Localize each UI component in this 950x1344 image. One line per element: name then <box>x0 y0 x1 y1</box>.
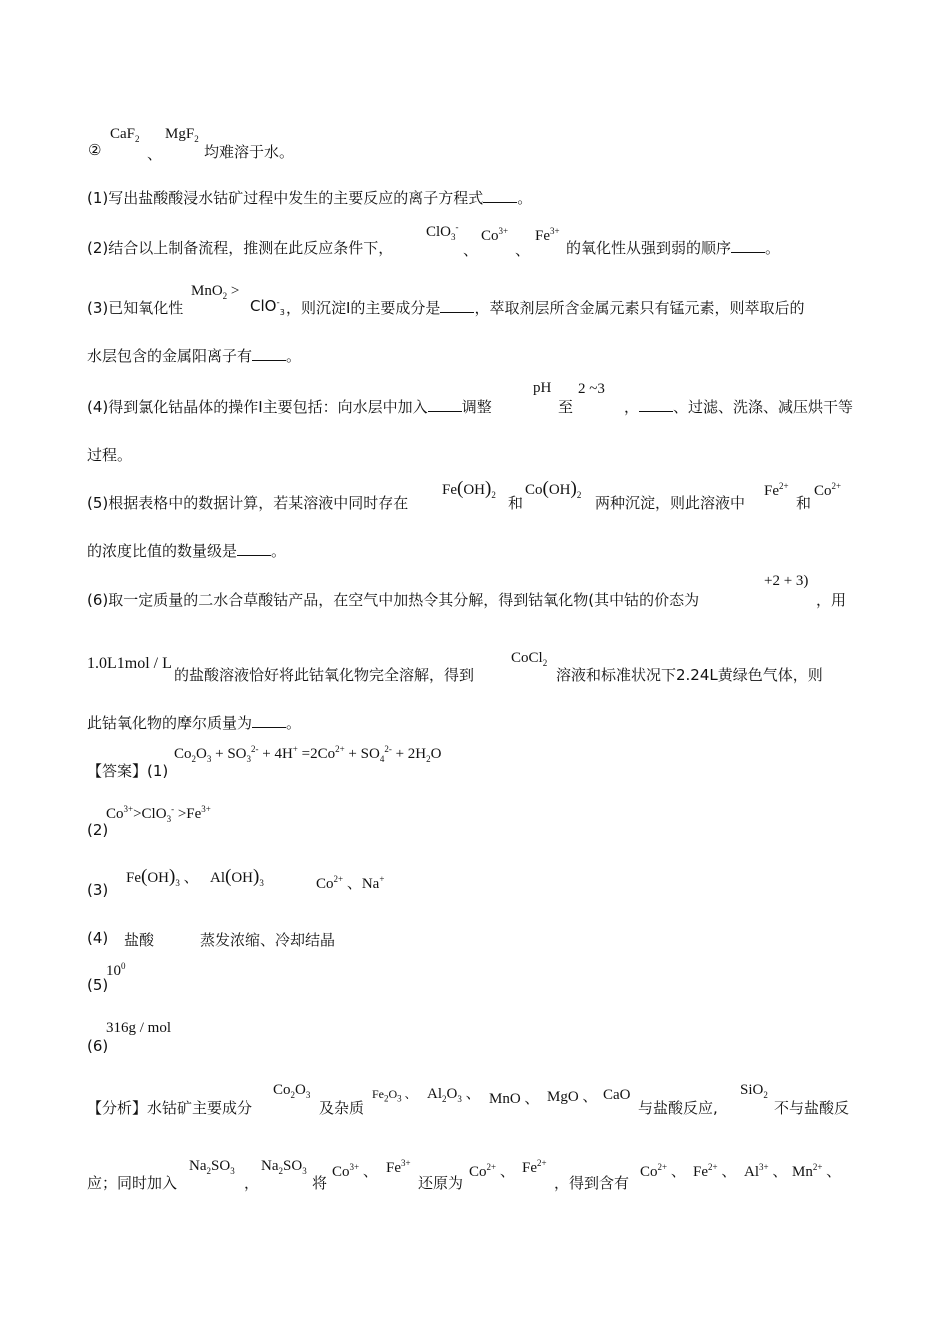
formula-fe2: $Fe^{2+}$ <box>764 481 789 499</box>
q6-l2a: 的盐酸溶液恰好将此钴氧化物完全溶解，得到 <box>174 666 475 684</box>
q1-text: (1)写出盐酸酸浸水钴矿过程中发生的主要反应的离子方程式 <box>87 189 484 207</box>
analysis-p3: 不与盐酸反 <box>774 1099 850 1117</box>
q4-mid3 <box>624 396 853 417</box>
q3-pre: (3)已知氧化性 <box>87 299 184 317</box>
note-number: ② <box>88 141 102 159</box>
separator: 、 <box>463 241 479 259</box>
formula-fe2-c: $Fe^{2+}$ 、 <box>693 1162 737 1180</box>
formula-conc: 1.0L1mol / L <box>87 655 172 672</box>
note-text: 均难溶于水。 <box>204 143 295 161</box>
formula-al3: $Al^{3+}$ 、 <box>744 1162 788 1180</box>
formula-range: 2 ~3 <box>578 381 605 397</box>
analysis-l2c: 将 <box>312 1174 328 1192</box>
q3-mid2-text: ，萃取剂层所含金属元素只有锰元素，则萃取后的 <box>474 299 805 317</box>
q3-mid <box>286 297 804 318</box>
answer-5-label: (5) <box>87 976 109 994</box>
q3-line2 <box>87 346 860 366</box>
formula-clo3: ClO$_3$- <box>426 222 459 242</box>
formula-mno2: MnO$_2$ > <box>191 283 240 301</box>
q2-pre: (2)结合以上制备流程，推测在此反应条件下， <box>87 239 394 257</box>
q5-pre: (5)根据表格中的数据计算，若某溶液中同时存在 <box>87 494 409 512</box>
formula-co2o3: $Co_2O_3$ <box>273 1082 311 1100</box>
q4-mid4-text: 、过滤、洗涤、减压烘干等 <box>673 398 854 416</box>
formula-sio2: SiO$_2$ <box>740 1082 768 1100</box>
formula-fe3: $Fe^{3+}$ <box>535 226 560 244</box>
q2-post-text: 的氧化性从强到弱的顺序 <box>566 239 732 257</box>
answer-5-exponent: 0 <box>121 961 126 971</box>
analysis-l2e: ，得到含有 <box>554 1174 630 1192</box>
q6-post: ，用 <box>816 591 847 609</box>
q4-pre <box>87 396 492 417</box>
q5-and: 和 <box>508 494 524 512</box>
answer-1-equation: $Co_2O_3 + SO_3^{2-} + 4H^+ =2Co^{2+} + SO_4^{2-} + 2H_2O$ <box>174 744 442 764</box>
answer-3-label: (3) <box>87 881 109 899</box>
separator: 、 <box>515 241 531 259</box>
formula-cocl2: CoCl$_2$ <box>511 650 548 668</box>
answer-5-value <box>106 963 126 980</box>
answer-blank <box>440 300 474 313</box>
formula-co2: $Co^{2+}$ <box>814 481 842 499</box>
answer-4-value-2: 蒸发浓缩、冷却结晶 <box>200 931 336 949</box>
answer-blank <box>483 190 517 203</box>
formula-na2so3-b: $Na_2SO_3$ <box>261 1158 307 1176</box>
answer-blank <box>428 399 462 412</box>
analysis-l2b: ， <box>244 1174 260 1192</box>
q1-end: 。 <box>517 189 533 207</box>
formula-fe2o3: $Fe_2O_3$ 、 <box>372 1087 417 1104</box>
q2-end: 。 <box>765 239 781 257</box>
analysis-p1: 及杂质 <box>319 1099 365 1117</box>
formula-clo3-b: ClO-$_3$ <box>250 297 285 317</box>
answer-3-ions: $Co^{2+}$ 、Na+ <box>316 874 385 892</box>
answer-2-label: (2) <box>87 821 109 839</box>
formula-fe2-b: $Fe^{2+}$ <box>522 1158 547 1176</box>
q4-mid-text: 调整 <box>461 398 492 416</box>
separator: 、 <box>147 145 163 163</box>
q6-end: 。 <box>286 714 302 732</box>
formula-co2-b: $Co^{2+}$ 、 <box>469 1162 515 1180</box>
answer-5-base: 10 <box>106 963 121 979</box>
formula-cooh2: $Co(OH)_2$ <box>525 478 582 500</box>
q3-end: 。 <box>286 347 302 365</box>
q2-post <box>566 237 780 258</box>
q4-comma: ， <box>624 398 640 416</box>
formula-mgo: MgO 、 <box>547 1089 598 1105</box>
answer-blank <box>237 543 271 556</box>
formula-caf2: CaF$_2$ <box>110 126 140 144</box>
answer-blank <box>639 399 673 412</box>
answer-blank <box>252 715 286 728</box>
q4-pre-text: (4)得到氯化钴晶体的操作Ⅰ主要包括：向水层中加入 <box>87 398 428 416</box>
formula-feoh2: $Fe(OH)_2$ <box>442 478 496 500</box>
q4-mid2: 至 <box>558 398 574 416</box>
formula-fe3-b: $Fe^{3+}$ <box>386 1158 411 1176</box>
q3-mid-text: ，则沉淀Ⅰ的主要成分是 <box>286 299 441 317</box>
answer-4-label: (4) <box>87 929 109 947</box>
analysis-l2d: 还原为 <box>418 1174 464 1192</box>
answer-4-value-1: 盐酸 <box>124 931 155 949</box>
formula-co3: $Co^{3+}$ <box>481 226 509 244</box>
q6-pre: (6)取一定质量的二水合草酸钴产品，在空气中加热令其分解，得到钴氧化物(其中钴的价态为 <box>87 591 700 609</box>
q5-and-2: 和 <box>796 494 812 512</box>
answer-6-value: 316g / mol <box>106 1020 172 1036</box>
q5-end: 。 <box>271 542 287 560</box>
q4-line2: 过程。 <box>87 446 133 464</box>
q5-mid: 两种沉淀，则此溶液中 <box>595 494 746 512</box>
formula-mn2: $Mn^{2+}$ 、 <box>792 1162 842 1180</box>
formula-mno: MnO 、 <box>489 1091 540 1107</box>
q6-line3 <box>87 713 860 733</box>
analysis-p2: 与盐酸反应, <box>638 1099 718 1117</box>
answer-3-aloh3: $Al(OH)_3$ <box>210 866 264 888</box>
formula-co2-c: $Co^{2+}$ 、 <box>640 1162 686 1180</box>
formula-al2o3: $Al_2O_3$ 、 <box>427 1086 481 1104</box>
formula-valence: +2 + 3) <box>764 573 809 589</box>
q3-line2-text: 水层包含的金属阳离子有 <box>87 347 253 365</box>
formula-mgf2: MgF$_2$ <box>165 126 199 144</box>
answer-blank <box>252 348 286 361</box>
question-1 <box>87 188 860 208</box>
answer-6-label: (6) <box>87 1037 109 1055</box>
answer-2-order: $Co^{3+}>ClO_3^- >Fe^{3+}$ <box>106 804 211 824</box>
q6-l2b: 溶液和标准状况下2.24L黄绿色气体，则 <box>556 666 823 684</box>
formula-cao: CaO <box>603 1087 631 1103</box>
answer-tag: 【答案】(1) <box>87 762 169 780</box>
q5-line2 <box>87 541 860 561</box>
analysis-tag: 【分析】水钴矿主要成分 <box>87 1099 253 1117</box>
formula-na2so3: $Na_2SO_3$ <box>189 1158 235 1176</box>
answer-blank <box>731 240 765 253</box>
analysis-l2a: 应；同时加入 <box>87 1174 178 1192</box>
formula-co3-b: $Co^{3+}$ 、 <box>332 1162 378 1180</box>
q6-line3-text: 此钴氧化物的摩尔质量为 <box>87 714 253 732</box>
q5-line2-text: 的浓度比值的数量级是 <box>87 542 238 560</box>
answer-3-feoh3: $Fe(OH)_3$ 、 <box>126 866 199 888</box>
formula-ph: pH <box>533 380 552 396</box>
